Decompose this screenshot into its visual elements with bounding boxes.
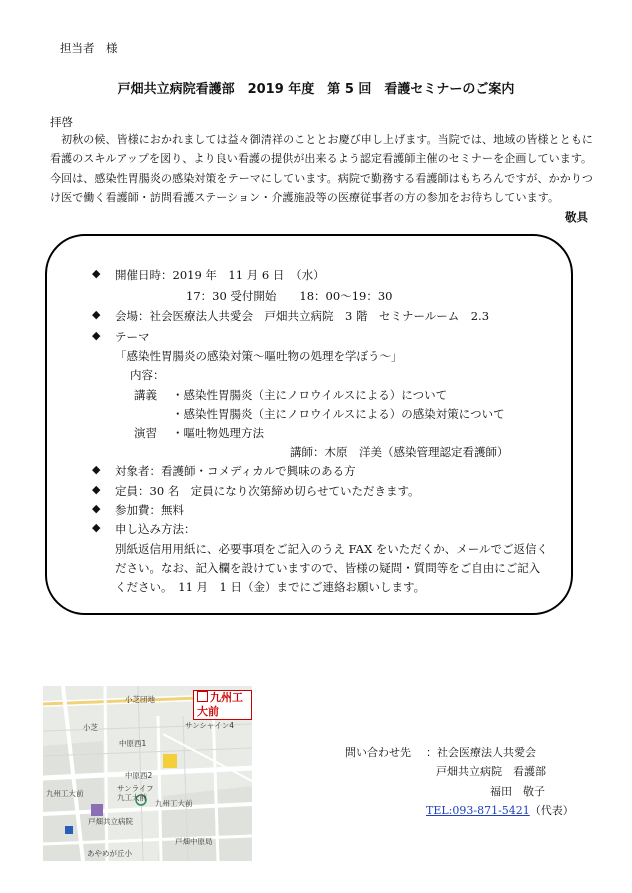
exercise-label: 演習 (134, 426, 157, 440)
intro-line: 初秋の候、皆様におかれましては益々御清祥のこととお慶び申し上げます。当院では、地域の皆様とともに (50, 133, 594, 146)
intro-line: け医で働く看護師・訪問看護ステーション・介護施設等の医療従事者の方の参加をお待ちしています。 (50, 191, 560, 204)
lecture-item: ・感染性胃腸炎（主にノロウイルスによる）について (172, 388, 448, 402)
contact-org: ：社会医療法人共愛会 (426, 746, 536, 759)
target-audience: 対象者：看護師・コメディカルで興味のある方 (115, 464, 356, 478)
apply-text: ください。 11 月 1 日（金）までにご連絡お願いします。 (115, 580, 426, 594)
lecture-label: 講義 (134, 388, 157, 402)
content-label: 内容： (130, 368, 165, 382)
map-label: サンシャイン4 (185, 721, 235, 730)
map-label: 中原西1 (119, 739, 147, 748)
event-time: 17：30 受付開始 18：00～19：30 (186, 289, 393, 303)
bullet-icon: ◆ (92, 267, 101, 280)
capacity: 定員：30 名 定員になり次第締め切らせていただきます。 (115, 484, 420, 498)
bullet-icon: ◆ (92, 463, 101, 476)
fee: 参加費：無料 (115, 503, 184, 517)
apply-label: 申し込み方法： (115, 522, 196, 536)
event-venue: 会場：社会医療法人共愛会 戸畑共立病院 3 階 セミナールーム 2.3 (115, 309, 490, 323)
contact-person: 福田 敬子 (490, 785, 545, 798)
apply-text: 別紙返信用用紙に、必要事項をご記入のうえ FAX をいただくか、メールでご返信く (115, 542, 549, 556)
exercise-item: ・嘔吐物処理方法 (172, 426, 264, 440)
theme-label: テーマ (115, 330, 150, 344)
map-label: 戸畑中原局 (175, 837, 213, 846)
closing: 敬具 (565, 210, 588, 224)
intro-line: 今回は、感染性胃腸炎の感染対策をテーマにしています。病院で勤務する看護師はもちろんですが、かかりつ (50, 172, 594, 185)
map-label: 九州工大前 (46, 789, 84, 798)
map-label: 中原西2 (125, 771, 153, 780)
map-station-label: 九州工大前 (193, 690, 252, 720)
station-icon (197, 691, 208, 702)
location-map (43, 686, 252, 861)
map-label: サンライフ九工大前 (117, 784, 154, 802)
contact-tel-link[interactable]: TEL:093-871-5421 (426, 804, 530, 817)
lecture-item: ・感染性胃腸炎（主にノロウイルスによる）の感染対策について (172, 407, 505, 421)
event-datetime: 開催日時：2019 年 11 月 6 日 （水） (115, 268, 325, 282)
document-title: 戸畑共立病院看護部 2019 年度 第 5 回 看護セミナーのご案内 (117, 82, 515, 97)
bullet-icon: ◆ (92, 502, 101, 515)
bullet-icon: ◆ (92, 308, 101, 321)
instructor: 講師：木原 洋美（感染管理認定看護師） (290, 445, 509, 459)
map-label: 小芝団地 (125, 695, 155, 704)
bullet-icon: ◆ (92, 521, 101, 534)
apply-text: ださい。なお、記入欄を設けていますので、皆様の疑問・質問等をご自由にご記入 (115, 561, 541, 575)
map-label: 九州工大前 (155, 799, 193, 808)
map-label: あやめが丘小 (87, 849, 132, 858)
map-label: 戸畑共立病院 (88, 817, 133, 826)
contact-tel-note: （代表） (529, 804, 574, 817)
salutation: 拝啓 (50, 115, 73, 129)
addressee: 担当者 様 (60, 41, 118, 55)
bullet-icon: ◆ (92, 329, 101, 342)
contact-label: 問い合わせ先 (345, 746, 411, 759)
intro-line: 看護のスキルアップを図り、より良い看護の提供が出来るよう認定看護師主催のセミナーを企画しています。 (50, 152, 593, 165)
map-label: 小芝 (83, 723, 98, 732)
theme-title: 「感染性胃腸炎の感染対策～嘔吐物の処理を学ぼう～」 (115, 349, 403, 363)
contact-tel-row (426, 802, 574, 818)
bullet-icon: ◆ (92, 483, 101, 496)
contact-dept: 戸畑共立病院 看護部 (436, 765, 546, 778)
